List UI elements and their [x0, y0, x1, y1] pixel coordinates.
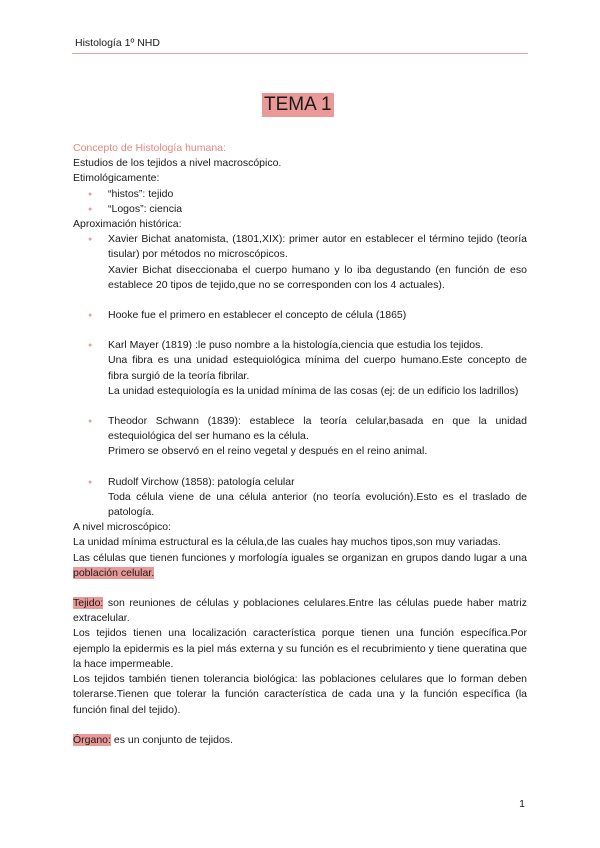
page-title: TEMA 1 — [264, 94, 332, 115]
list-item-virchow — [73, 475, 527, 521]
intro-line: Estudios de los tejidos a nivel macroscópico. — [73, 157, 282, 170]
historical-list — [73, 232, 527, 520]
list-item-text: ● Karl Mayer (1819) :le puso nombre a la histología,ciencia que estudia los tejidos. — [108, 339, 484, 352]
highlighted-term: población celular. — [73, 566, 155, 579]
document-body — [73, 141, 527, 748]
list-item-text: ● Rudolf Virchow (1858): patología celular — [108, 475, 295, 488]
tejido-definition — [73, 596, 527, 626]
microscopic-paragraph — [73, 551, 527, 581]
text-run: son reuniones de células y poblaciones celulares.Entre las células puede haber matriz extracelular. — [73, 597, 527, 625]
list-item-mayer — [73, 338, 527, 399]
page-header: Histología 1º NHD — [75, 37, 160, 49]
list-item-text: ● Theodor Schwann (1839): establece la teoría celular,basada en que la unidad estequiológica del ser humano es la célula. — [108, 415, 527, 443]
list-item: ● “Logos”: ciencia — [73, 202, 527, 217]
list-item-text: ● Xavier Bichat anatomista, (1801,XIX): primer autor en establecer el término tejido (teoría tisular) por métodos no microscópicos. — [108, 233, 527, 261]
microscopic-line: La unidad mínima estructural es la célula,de las cuales hay muchos tipos,son muy variadas. — [73, 536, 501, 549]
organo-definition — [73, 733, 527, 748]
list-item-text: Primero se observó en el reino vegetal y después en el reino animal. — [108, 445, 428, 458]
text-run: Las células que tienen funciones y morfología iguales se organizan en grupos dando lugar a una — [73, 551, 527, 564]
tejido-paragraph: Los tejidos también tienen tolerancia biológica: las poblaciones celulares que lo forman deben tolerarse.Tienen que tolerar la función característica de cada una y la función específica (la función final del tejido). — [73, 673, 527, 716]
list-item: ● “histos”: tejido — [73, 187, 527, 202]
highlighted-term: Órgano: — [73, 733, 111, 746]
page-number: 1 — [519, 798, 525, 810]
etymology-list — [73, 187, 527, 217]
list-item-text: Xavier Bichat diseccionaba el cuerpo humano y lo iba degustando (en función de eso establece 20 tipos de tejido,que no se corresponden con los 4 actuales). — [108, 263, 527, 291]
microscopic-label: A nivel microscópico: — [73, 521, 172, 534]
etymology-label: Etimológicamente: — [73, 172, 160, 185]
text-run: es un conjunto de tejidos. — [110, 733, 233, 746]
list-item-bichat — [73, 232, 527, 293]
highlighted-term: Tejido: — [73, 597, 104, 610]
historical-label: Aproximación histórica: — [73, 218, 182, 231]
list-item-text: Una fibra es una unidad estequiológica mínima del cuerpo humano.Este concepto de fibra surgió de la teoría fibrilar. — [108, 354, 527, 382]
list-item-text: Toda célula viene de una célula anterior (no teoría evolución).Esto es el traslado de patología. — [108, 490, 527, 519]
header-divider — [72, 53, 528, 54]
section-heading: Concepto de Histología humana: — [73, 142, 226, 154]
list-item-text: ● Hooke fue el primero en establecer el concepto de célula (1865) — [108, 309, 407, 322]
list-item-text: La unidad estequiología es la unidad mínima de las cosas (ej: de un edificio los ladrillos) — [108, 384, 519, 397]
tejido-paragraph: Los tejidos tienen una localización característica porque tienen una función específica.Por ejemplo la epidermis es la piel más externa y su función es el recubrimiento y tiene queratina que la hace impermeable. — [73, 627, 527, 670]
list-item-hooke — [73, 308, 527, 323]
list-item-schwann — [73, 414, 527, 460]
